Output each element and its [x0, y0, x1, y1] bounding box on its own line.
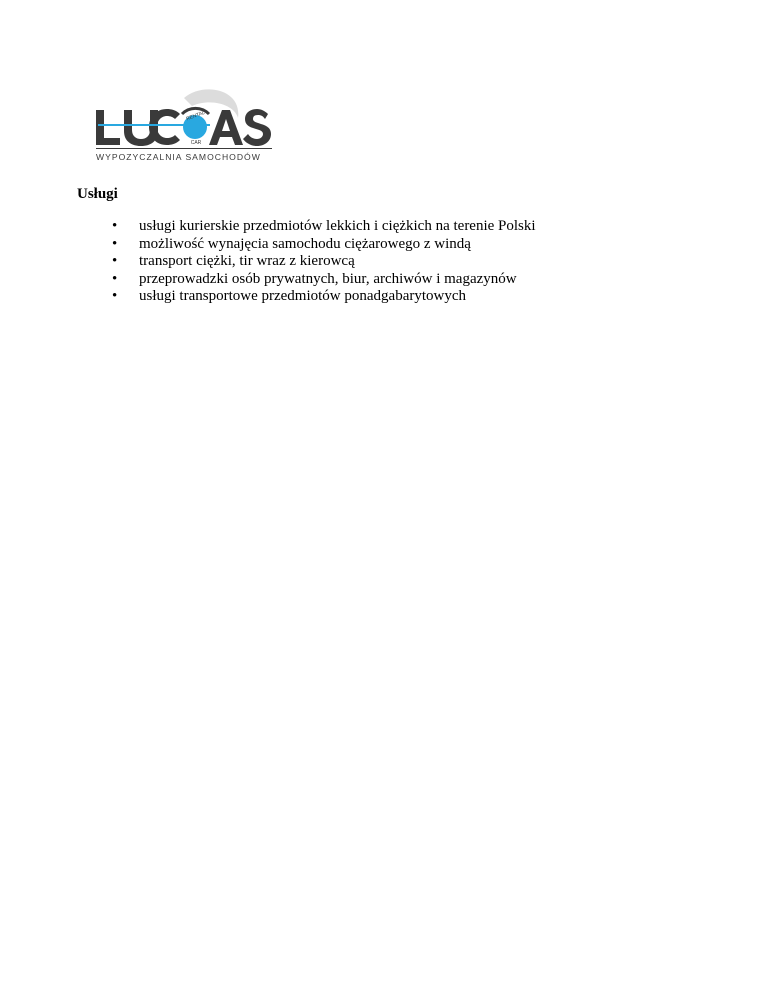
lucas-logo — [92, 84, 282, 168]
services-list — [112, 218, 536, 306]
list-item-text: transport ciężki, tir wraz z kierowcą — [139, 253, 355, 269]
logo-ring-text: RENTAL — [185, 109, 206, 123]
logo-tagline-rule — [96, 148, 272, 149]
section-heading: Usługi — [77, 186, 118, 202]
logo-letter-l — [96, 110, 120, 145]
logo-tagline: WYPOZYCZALNIA SAMOCHODÓW — [96, 152, 261, 162]
logo-blue-line — [98, 124, 210, 126]
list-item — [112, 218, 536, 236]
list-item-text: przeprowadzki osób prywatnych, biur, archiwów i magazynów — [139, 270, 517, 287]
logo-ring-text-2: CAR — [190, 140, 202, 146]
list-item — [112, 236, 536, 254]
list-item — [112, 288, 536, 306]
list-item — [112, 271, 536, 289]
bullet: • — [112, 235, 118, 252]
bullet: • — [112, 253, 118, 269]
logo-letter-s — [243, 109, 271, 146]
bullet: • — [112, 218, 118, 234]
list-item-text: usługi kurierskie przedmiotów lekkich i ciężkich na terenie Polski — [139, 218, 536, 234]
bullet: • — [112, 270, 118, 287]
list-item-text: usługi transportowe przedmiotów ponadgabarytowych — [139, 288, 467, 304]
list-item-text: możliwość wynajęcia samochodu ciężarowego z windą — [139, 235, 471, 252]
list-item — [112, 253, 536, 271]
bullet: • — [112, 288, 118, 304]
